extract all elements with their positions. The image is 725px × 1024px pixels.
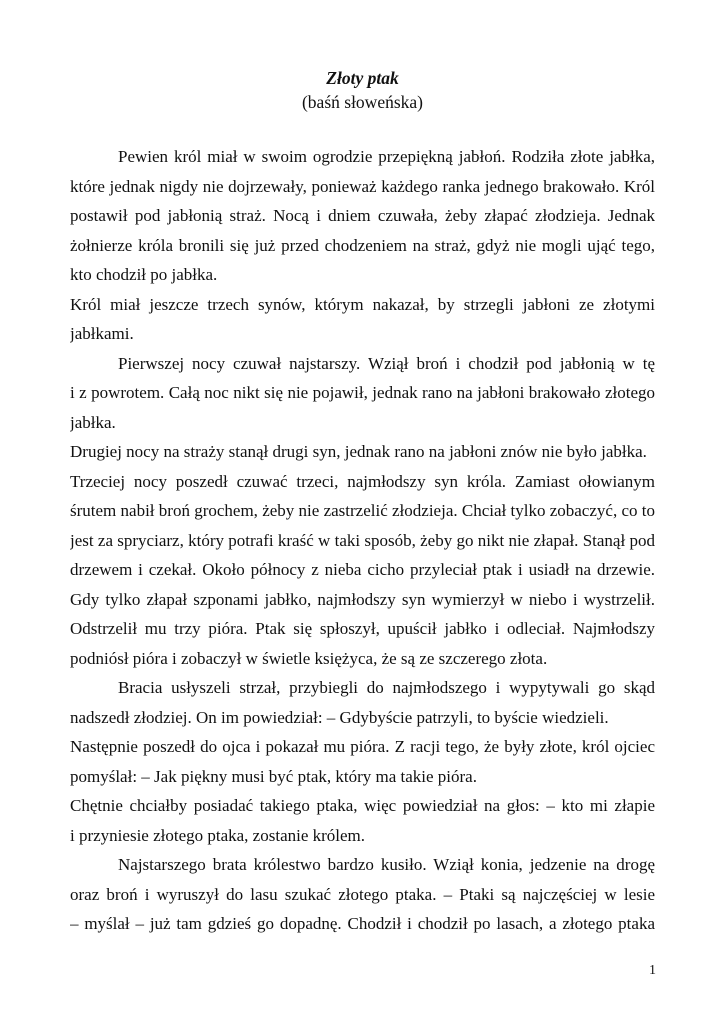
text-line: Najstarszego brata królestwo bardzo kusiło. Wziął konia, jedzenie na drogę <box>118 855 655 874</box>
text-line: Chętnie chciałby posiadać takiego ptaka, więc powiedział na głos: – kto mi złapie <box>70 796 655 815</box>
text-line: śrutem nabił broń grochem, żeby nie zastrzelić złodzieja. Chciał tylko zobaczyć, co to <box>70 501 655 520</box>
body-text <box>70 142 655 939</box>
title-block <box>0 66 725 114</box>
text-line: jabłka. <box>70 412 116 432</box>
text-line: Pierwszej nocy czuwał najstarszy. Wziął broń i chodził pod jabłonią w tę <box>118 353 655 373</box>
text-line: Król miał jeszcze trzech synów, którym nakazał, by strzegli jabłoni ze złotymi <box>70 294 655 314</box>
text-line: Bracia usłyszeli strzał, przybiegli do najmłodszego i wypytywali go skąd <box>118 678 655 697</box>
text-line: Odstrzelił mu trzy pióra. Ptak się spłoszył, upuścił jabłko i odleciał. Najmłodszy <box>70 619 655 638</box>
text-line: postawił pod jabłonią straż. Nocą i dniem czuwała, żeby złapać złodzieja. Jednak <box>70 206 655 225</box>
text-line: nadszedł złodziej. On im powiedział: – Gdybyście patrzyli, to byście wiedzieli. <box>70 707 609 727</box>
text-line: Pewien król miał w swoim ogrodzie przepiękną jabłoń. Rodziła złote jabłka, <box>118 147 655 166</box>
page-number: 1 <box>649 963 656 978</box>
document-subtitle: (baśń słoweńska) <box>301 92 423 112</box>
text-line: i z powrotem. Całą noc nikt się nie pojawił, jednak rano na jabłoni brakowało złotego <box>70 383 655 402</box>
document-title: Złoty ptak <box>326 68 399 88</box>
text-line: pomyślał: – Jak piękny musi być ptak, który ma takie pióra. <box>70 766 477 786</box>
text-line: podniósł pióra i zobaczył w świetle księżyca, że są ze szczerego złota. <box>70 648 548 668</box>
text-line: Gdy tylko złapał szponami jabłko, najmłodszy syn wymierzył w niebo i wystrzelił. <box>70 589 655 609</box>
text-line: jabłkami. <box>70 324 134 343</box>
text-line: kto chodził po jabłka. <box>70 265 218 284</box>
text-line: i przyniesie złotego ptaka, zostanie królem. <box>70 825 366 845</box>
text-line: które jednak nigdy nie dojrzewały, ponieważ każdego ranka jednego brakowało. Król <box>70 176 655 196</box>
text-line: – myślał – już tam gdzieś go dopadnę. Chodził i chodził po lasach, a złotego ptaka <box>70 914 655 933</box>
text-line: Następnie poszedł do ojca i pokazał mu pióra. Z racji tego, że były złote, król ojciec <box>70 737 655 756</box>
text-line: drzewem i czekał. Około północy z nieba cicho przyleciał ptak i usiadł na drzewie. <box>70 560 655 579</box>
text-line: żołnierze króla bronili się już przed chodzeniem na straż, gdyż nie mogli ująć tego, <box>70 235 655 255</box>
text-line: Trzeciej nocy poszedł czuwać trzeci, najmłodszy syn króla. Zamiast ołowianym <box>70 471 655 491</box>
text-line: Drugiej nocy na straży stanął drugi syn, jednak rano na jabłoni znów nie było jabłka. <box>70 442 647 461</box>
text-line: jest za spryciarz, który potrafi kraść w taki sposób, żeby go nikt nie złapał. Stanął pod <box>70 530 655 550</box>
text-line: oraz broń i wyruszył do lasu szukać złotego ptaka. – Ptaki są najczęściej w lesie <box>70 884 655 904</box>
